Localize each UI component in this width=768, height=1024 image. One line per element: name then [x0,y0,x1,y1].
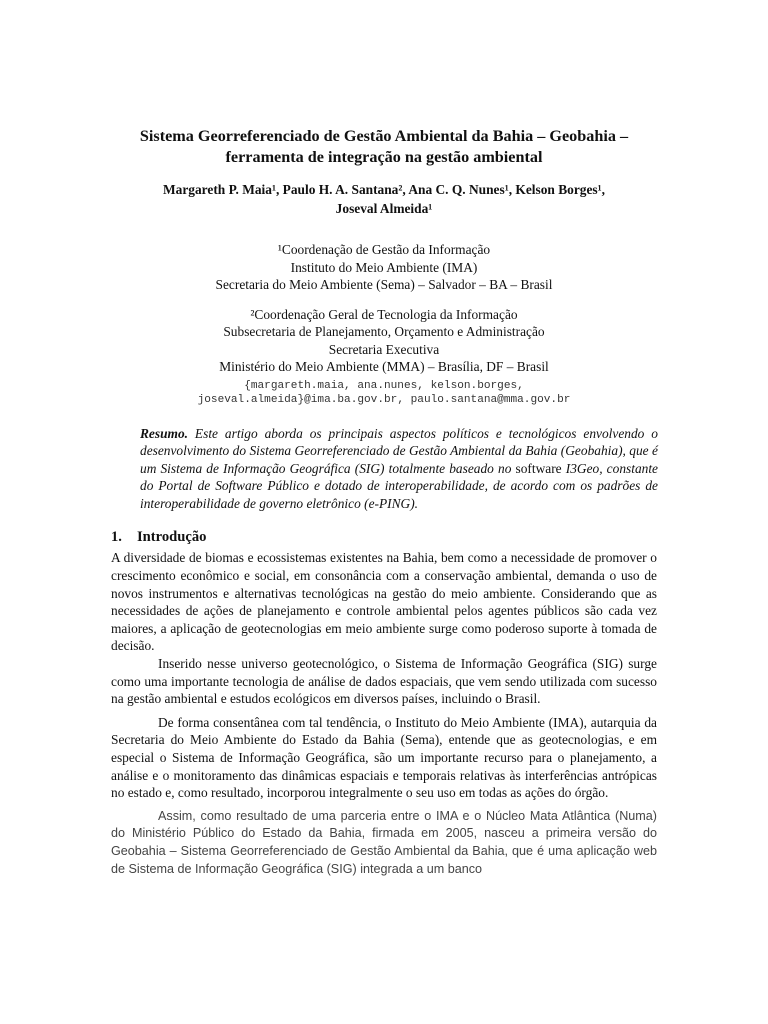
intro-paragraph-3: De forma consentânea com tal tendência, o Instituto do Meio Ambiente (IMA), autarquia da Secretaria do Meio Ambiente do Estado da Bahia (Sema), entende que as geotecnologias, e em especial o Sistema de Informação Geográfica, são um importante recurso para o planejamento, a análise e o monitoramento das dinâmicas espaciais e temporais relativas às interferências antrópicas no estado e, como resultado, incorporou integralmente o seu uso em todas as ações do órgão. [111,714,657,801]
intro-paragraph-2: Inserido nesse universo geotecnológico, o Sistema de Informação Geográfica (SIG) surge como uma importante tecnologia de análise de dados espaciais, que vem sendo utilizada com sucesso na gestão ambiental e estudos ecológicos em diversos países, incluindo o Brasil. [111,656,657,707]
paper-title [111,126,657,168]
emails-line-1: {margareth.maia, ana.nunes, kelson.borges, [244,379,524,392]
authors-line-1: Margareth P. Maia¹, Paulo H. A. Santana², Ana C. Q. Nunes¹, Kelson Borges¹, [163,182,605,197]
affiliation-1-line-1: ¹Coordenação de Gestão da Informação [277,242,491,257]
affiliation-2-line-3: Secretaria Executiva [328,341,440,357]
section-heading-introduction [111,528,657,546]
author-list [111,180,657,218]
authors-line-2: Joseval Almeida¹ [335,201,433,216]
abstract-text-1: Este artigo aborda os principais aspectos políticos e tecnológicos envolvendo o desenvolvimento do Sistema Georreferenciado de Gestão Ambiental da Bahia (Geobahia), que é um Sistema de Informação Geográfica (SIG) totalmente baseado no [140,425,658,476]
intro-paragraph-4: Assim, como resultado de uma parceria entre o IMA e o Núcleo Mata Atlântica (Numa) do Ministério Público do Estado da Bahia, firmada em 2005, nasceu a primeira versão do Geobahia – Sistema Georreferenciado de Gestão Ambiental da Bahia, que é uma aplicação web de Sistema de Informação Geográfica (SIG) integrada a um banco [111,808,657,876]
affiliation-2-line-2: Subsecretaria de Planejamento, Orçamento e Administração [223,324,545,339]
affiliation-2-line-1: ²Coordenação Geral de Tecnologia da Informação [250,306,518,322]
abstract-upright-word: software [515,460,562,476]
affiliation-1 [111,241,657,294]
title-line-2: ferramenta de integração na gestão ambiental [225,148,543,166]
emails-line-2: joseval.almeida}@ima.ba.gov.br, paulo.santana@mma.gov.br [197,393,571,406]
affiliation-2 [111,306,657,376]
abstract-label: Resumo. [140,425,188,441]
section-title: Introdução [137,529,207,546]
affiliation-2-line-4: Ministério do Meio Ambiente (MMA) – Brasília, DF – Brasil [219,359,549,374]
paper-page [111,126,657,878]
affiliation-1-line-2: Instituto do Meio Ambiente (IMA) [290,259,478,275]
abstract-text-2: I3Geo, constante do Portal de Software Público e dotado de interoperabilidade, de acordo com os padrões de interoperabilidade de governo eletrônico (e-PING). [140,460,658,511]
abstract [140,425,658,513]
title-line-1: Sistema Georreferenciado de Gestão Ambiental da Bahia – Geobahia – [139,127,629,145]
author-emails [111,379,657,407]
section-number: 1. [111,529,122,546]
affiliation-1-line-3: Secretaria do Meio Ambiente (Sema) – Salvador – BA – Brasil [215,277,553,292]
intro-paragraph-1: A diversidade de biomas e ecossistemas existentes na Bahia, bem como a necessidade de promover o crescimento econômico e social, em consonância com a conservação ambiental, demanda o uso de novos instrumentos e alternativas tecnológicas na gestão do meio ambiente. Considerando que as necessidades de ações de planejamento e controle ambiental pelos agentes públicos são cada vez maiores, a aplicação de geotecnologias em meio ambiente surge como poderoso suporte à tomada de decisão. [111,550,657,654]
